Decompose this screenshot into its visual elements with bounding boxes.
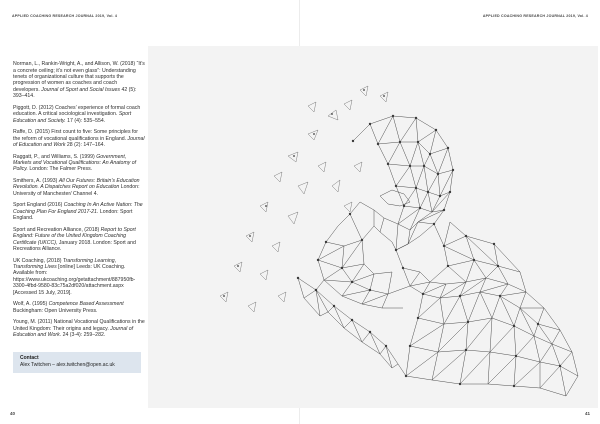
reference-item: Wolf, A. (1995) Competence Based Assessment Buckingham: Open University Press. xyxy=(13,301,124,314)
reference-item: Raffe, D. (2015) First count to five: Some principles for the reform of vocational qualifications in England. Journal of Education and Work 28 (2): 147–164. xyxy=(13,129,145,149)
running-head-left: APPLIED COACHING RESEARCH JOURNAL 2019, Vol. 4 xyxy=(12,14,118,18)
contact-title: Contact xyxy=(20,355,39,361)
reference-item: Norman, L., Rankin-Wright, A., and Allison, W. (2018) “It’s a concrete ceiling; it’s not even glass”: Understanding tenets of organizational culture that supports the progression of women as coaches and coach developers. Journal of Sport and Social Issues 42 (5): 393–414. xyxy=(13,61,145,100)
reference-item: Sport and Recreation Alliance, (2018) Report to Sport England: Future of the United Kingdom Coaching Certificate (UKCC), January 2018. London: Sport and Recreations Alliance. xyxy=(13,226,136,253)
reference-list xyxy=(13,56,145,343)
reference-item: Raggatt, P., and Williams, S. (1999) Government, Markets and Vocational Qualifications: An Anatomy of Policy. London: The Falmer Press. xyxy=(13,153,137,173)
reference-item: UK Coaching, (2018) Transforming Learning, Transforming Lives [online] Leeds: UK Coaching. Available from: https://www.ukcoaching.org/getattachment/887950fb-3300-4fbd-9580-83c75a2df020/attachment.aspx [Accessed 15 July, 2019]. xyxy=(13,257,136,296)
reference-item: Smithers, A. (1993) All Our Futures: Britain’s Education Revolution. A Dispatches Report on Education London: University of Manchester/ Channel 4. xyxy=(13,178,140,197)
page-number-right: 41 xyxy=(584,411,590,416)
contact-box xyxy=(13,352,141,373)
reference-item: Piggott, D. (2012) Coaches’ experience of formal coach education. A critical sociological investigation. Sport Education and Society. 17 (4): 535–554. xyxy=(13,104,141,124)
polygon-human-illustration xyxy=(148,46,598,408)
running-head-right: APPLIED COACHING RESEARCH JOURNAL 2019, Vol. 4 xyxy=(482,14,588,18)
reference-item: Sport England (2016) Coaching In An Active Nation: The Coaching Plan For England 2017-21. London: Sport England. xyxy=(13,202,143,222)
reference-item: Young, M. (2011) National Vocational Qualifications in the United Kingdom: Their origins and legacy. Journal of Education and Work. 24 (3-4): 259–282. xyxy=(13,319,145,339)
contact-email: Alex Twitchen – alex.twitchen@open.ac.uk xyxy=(20,362,115,368)
wireframe-figure-image xyxy=(148,46,598,408)
page-number-left: 40 xyxy=(10,411,16,416)
